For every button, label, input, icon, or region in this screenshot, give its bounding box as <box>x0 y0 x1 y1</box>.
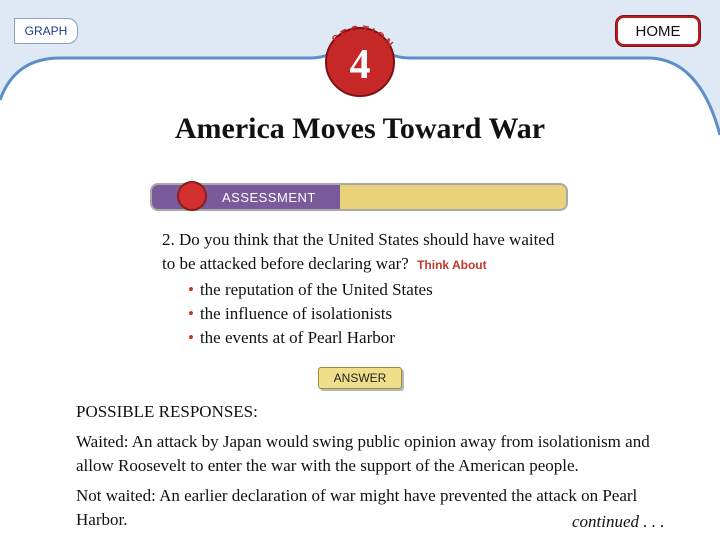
home-button[interactable]: HOME <box>616 16 700 46</box>
list-item: • the reputation of the United States <box>188 280 433 299</box>
question-line-2 <box>162 252 622 277</box>
response-waited: Waited: An attack by Japan would swing public opinion away from isolationism and allow Roosevelt to enter the war with the support of the American people. <box>76 432 650 475</box>
response-not-waited: Not waited: An earlier declaration of war might have prevented the attack on Pearl Harbor. <box>76 486 638 529</box>
section-number: 4 <box>349 42 371 88</box>
bullet-icon: • <box>188 304 194 323</box>
bullet-icon: • <box>188 328 194 347</box>
question-line-2-text: to be attacked before declaring war? <box>162 254 409 273</box>
list-item: • the influence of isolationists <box>188 304 393 323</box>
list-item: • the events at of Pearl Harbor <box>188 328 395 347</box>
bullet-icon: • <box>188 280 194 299</box>
think-about-list <box>188 278 433 350</box>
question-text <box>162 228 622 277</box>
question-line-1: 2. Do you think that the United States should have waited <box>162 230 555 249</box>
section-label: SECTION <box>329 23 397 52</box>
continued-link[interactable]: continued . . . <box>572 512 665 531</box>
responses-heading: POSSIBLE RESPONSES: <box>76 402 258 421</box>
page-title: America Moves Toward War <box>174 112 546 145</box>
assessment-label: ASSESSMENT <box>222 189 316 205</box>
answer-button[interactable]: ANSWER <box>318 367 402 389</box>
graph-button[interactable]: GRAPH <box>14 18 78 44</box>
red-dot-icon <box>177 181 207 211</box>
think-about-label: Think About <box>417 258 487 272</box>
